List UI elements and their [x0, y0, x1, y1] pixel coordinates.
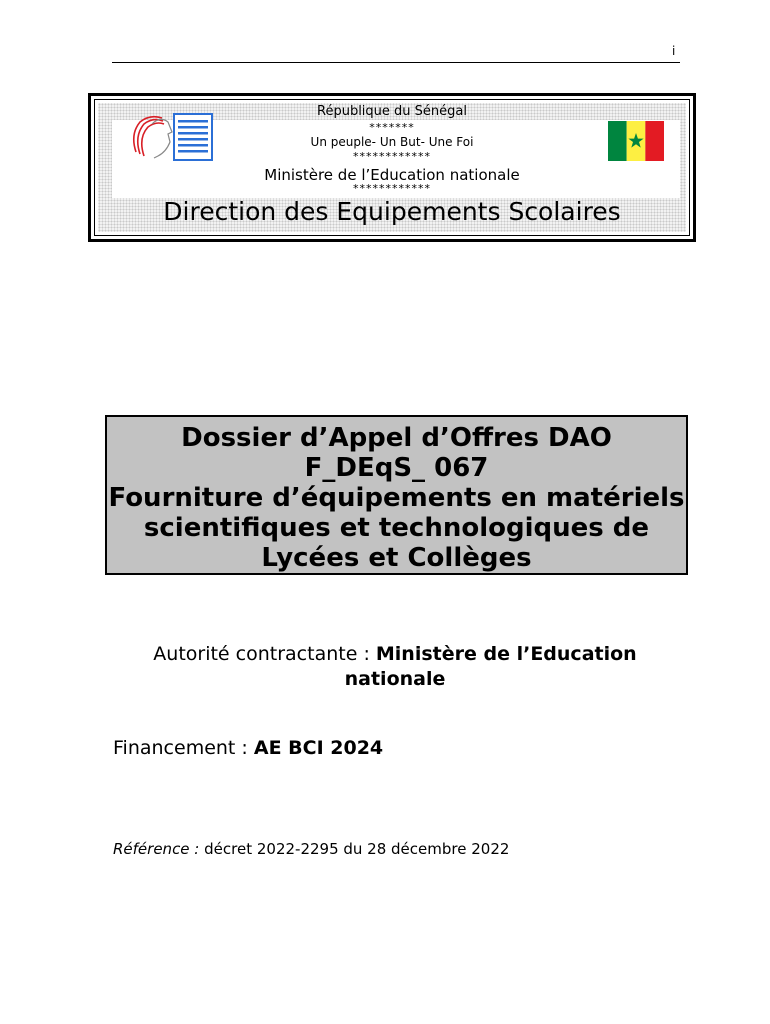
financing-label: Financement :: [113, 737, 254, 759]
tender-title-box: [105, 415, 688, 575]
separator-stars: ************: [353, 182, 431, 195]
republic-name: République du Sénégal: [317, 104, 467, 119]
separator-stars: ************: [353, 150, 431, 163]
title-line: Dossier d’Appel d’Offres DAO: [181, 423, 612, 453]
national-motto: Un peuple- Un But- Une Foi: [310, 135, 474, 149]
title-line: scientifiques et technologiques de: [143, 513, 650, 543]
direction-title: Direction des Equipements Scolaires: [163, 197, 621, 226]
ministry-name: Ministère de l’Education nationale: [264, 166, 520, 184]
separator-stars: *******: [369, 121, 415, 134]
title-line: Fourniture d’équipements en matériels: [108, 483, 685, 513]
reference: [113, 840, 509, 858]
contracting-authority: [100, 642, 690, 692]
header-rule: [112, 62, 680, 63]
contracting-authority-label: Autorité contractante :: [153, 643, 376, 665]
financing: [113, 737, 383, 759]
financing-value: AE BCI 2024: [253, 737, 384, 759]
contracting-authority-value-cont: nationale: [344, 668, 446, 690]
contracting-authority-value: Ministère de l’Education: [375, 643, 637, 665]
title-line: Lycées et Collèges: [261, 543, 532, 573]
reference-value: décret 2022-2295 du 28 décembre 2022: [199, 840, 510, 858]
title-line: F_DEqS_ 067: [304, 453, 489, 483]
page-number: i: [672, 44, 676, 58]
reference-label: Référence :: [113, 840, 200, 858]
